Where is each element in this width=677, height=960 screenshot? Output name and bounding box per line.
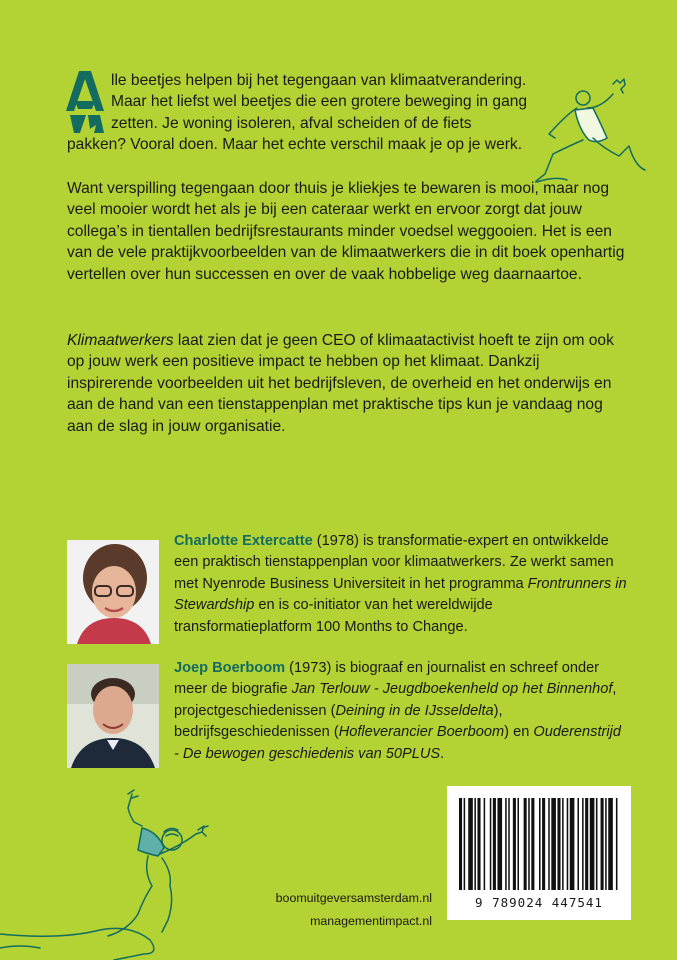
- author-bio-text-2: [174, 658, 629, 765]
- barcode-bar: [477, 798, 480, 890]
- barcode-bar: [513, 798, 516, 890]
- author-photo-joep: [67, 664, 159, 768]
- barcode-bar: [585, 798, 588, 890]
- barcode-bar: [608, 798, 613, 890]
- barcode-bar: [468, 798, 473, 890]
- barcode-bar: [601, 798, 604, 890]
- barcode-bar: [548, 798, 550, 890]
- author-1-italic-a: Frontrunners in Stewardship: [174, 575, 627, 614]
- footer-link-managementimpact[interactable]: managementimpact.nl: [310, 913, 432, 928]
- author-2-italic-b: Deining in de IJsseldelta: [335, 702, 494, 719]
- barcode-bar: [605, 798, 607, 890]
- author-2-text-d: ) en: [504, 724, 534, 741]
- author-bio-text-1: [174, 531, 629, 638]
- author-2-italic-c: Hofleverancier Boerboom: [338, 724, 505, 741]
- author-name-1: Charlotte Extercatte: [174, 533, 313, 549]
- body-paragraph-3-text: laat zien dat je geen CEO of klimaatactivist hoeft te zijn om ook op jouw werk een positieve impact te hebben op het klimaat. Dankzij inspirerende voorbeelden uit het bedrijfsleven, de overheid en het onderwijs en aan de hand van een tienstappenplan met praktische tips kun je vandaag nog aan de slag in jouw organisatie.: [67, 332, 614, 435]
- intro-line-3: zetten. Je woning isoleren, afval scheiden of de fiets: [111, 114, 472, 132]
- barcode-bar: [542, 798, 545, 890]
- intro-line-1: lle beetjes helpen bij het tegengaan van klimaatverandering.: [111, 72, 527, 89]
- barcode-bar: [474, 798, 476, 890]
- isbn-number: 9 789024 447541: [475, 895, 603, 910]
- barcode-bar: [616, 798, 618, 890]
- barcode-bars-icon: [459, 798, 619, 890]
- author-2-text-a: (1973) is biograaf en journalist en schreef onder meer de biografie: [174, 660, 600, 698]
- barcode-bar: [524, 798, 527, 890]
- barcode-bar: [570, 798, 575, 890]
- barcode-bar: [464, 798, 466, 890]
- barcode-bar: [596, 798, 598, 890]
- footer-links: [252, 887, 432, 932]
- author-2-text-b: , projectgeschiedenissen (: [174, 681, 617, 719]
- barcode-bar: [459, 798, 462, 890]
- author-1-text-b: en is co-initiator van het wereldwijde transformatieplatform 100 Months to Change.: [174, 597, 493, 635]
- barcode-bar: [557, 798, 560, 890]
- barcode-bar: [567, 798, 569, 890]
- intro-line-2: Maar het liefst wel beetjes die een grotere beweging in gang: [111, 93, 528, 111]
- body-paragraph-2: Want verspilling tegengaan door thuis je kliekjes te bewaren is mooi, maar nog veel mooier wordt het als je bij een cateraar werkt en ervoor zorgt dat jouw collega’s in tientallen bedrijfsrestaurants minder voedsel weggooien. Het is een van de vele praktijkvoorbeelden van de klimaatwerkers die in dit boek openhartig vertellen over hun successen en over de vaak hobbelige weg daarnaartoe.: [67, 180, 625, 283]
- author-2-italic-a: Jan Terlouw - Jeugdboekenheld op het Binnenhof: [291, 681, 613, 698]
- barcode-bar: [505, 798, 507, 890]
- intro-line-4: pakken? Vooral doen. Maar het echte verschil maak je op je werk.: [67, 136, 523, 154]
- barcode-bar: [517, 798, 519, 890]
- footer-link-boomuitgevers[interactable]: boomuitgeversamsterdam.nl: [275, 891, 432, 905]
- barcode-bar: [490, 798, 492, 890]
- barcode-bar: [551, 798, 556, 890]
- barcode-bar: [577, 798, 579, 890]
- author-name-2: Joep Boerboom: [174, 660, 286, 676]
- barcode-bar: [590, 798, 595, 890]
- author-2-text-e: .: [440, 745, 445, 762]
- author-2-italic-d: Ouderenstrijd - De bewogen geschiedenis van 50PLUS: [174, 724, 621, 762]
- barcode-bar: [539, 798, 541, 890]
- barcode-bar: [493, 798, 496, 890]
- barcode-bar: [562, 798, 564, 890]
- barcode-bar: [508, 798, 510, 890]
- barcode-bar: [497, 798, 502, 890]
- barcode-bar: [582, 798, 584, 890]
- barcode-bar: [484, 798, 486, 890]
- barcode-bar: [531, 798, 534, 890]
- author-2-text-c: ), bedrijfsgeschiedenissen (: [174, 702, 503, 741]
- author-1-text-a: (1978) is transformatie-expert en ontwikkelde een praktisch tienstappenplan voor klimaatwerkers. Ze werkt samen met Nyenrode Business Universiteit in het programma: [174, 533, 614, 592]
- running-man-illustration-icon: [535, 78, 650, 193]
- jumping-child-illustration-icon: [0, 788, 240, 960]
- isbn-barcode: [447, 786, 631, 920]
- author-photo-charlotte: [67, 540, 159, 644]
- body-paragraph-3: [67, 330, 627, 437]
- barcode-bar: [528, 798, 530, 890]
- book-title-italic: Klimaatwerkers: [67, 332, 174, 349]
